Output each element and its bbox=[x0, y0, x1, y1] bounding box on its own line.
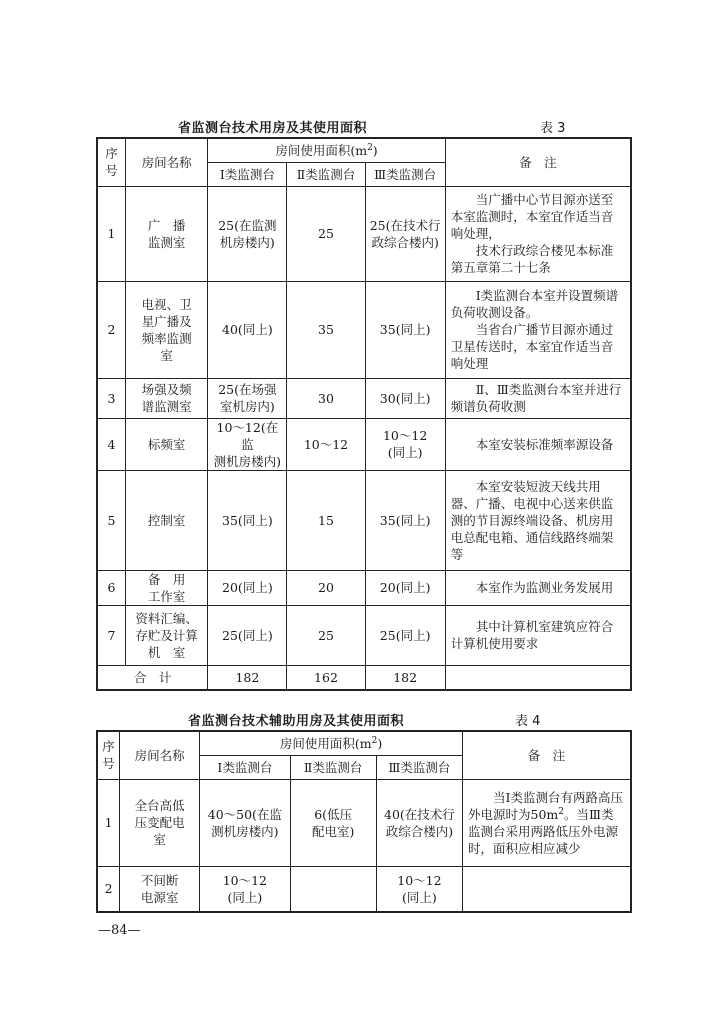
row-class3: 25(在技术行 政综合楼内) bbox=[365, 186, 445, 281]
row-no: 2 bbox=[97, 281, 125, 378]
table-row bbox=[97, 779, 631, 866]
row-class3: 40(在技术行 政综合楼内) bbox=[376, 779, 462, 866]
row-class2: 30 bbox=[287, 378, 365, 418]
row-class3: 10～12 (同上) bbox=[376, 866, 462, 912]
header-class3: Ⅲ类监测台 bbox=[365, 162, 445, 186]
row-class3: 20(同上) bbox=[365, 570, 445, 605]
header-class1: Ⅰ类监测台 bbox=[200, 755, 290, 779]
row-remark bbox=[463, 866, 631, 912]
table4-title: 省监测台技术辅助用房及其使用面积 bbox=[188, 714, 405, 729]
row-class3: 30(同上) bbox=[365, 378, 445, 418]
table-row bbox=[97, 470, 631, 570]
table4-number: 表 4 bbox=[515, 714, 541, 729]
row-class2 bbox=[290, 866, 376, 912]
row-name: 广 播 监测室 bbox=[125, 186, 207, 281]
table4 bbox=[96, 730, 632, 913]
header-seq: 序号 bbox=[97, 731, 120, 779]
table-row bbox=[97, 418, 631, 470]
row-class3: 25(同上) bbox=[365, 605, 445, 665]
page-number: —84— bbox=[98, 923, 141, 938]
row-remark: 其中计算机室建筑应符合计算机使用要求 bbox=[445, 605, 631, 665]
row-no: 1 bbox=[97, 779, 120, 866]
row-no: 2 bbox=[97, 866, 120, 912]
row-no: 3 bbox=[97, 378, 125, 418]
row-class1: 25(在场强 室机房内) bbox=[208, 378, 287, 418]
header-area: 房间使用面积$(m^2)$ bbox=[200, 731, 463, 755]
total-row bbox=[97, 665, 631, 690]
row-remark: 本室安装标准频率源设备 bbox=[445, 418, 631, 470]
row-remark: 本室作为监测业务发展用 bbox=[445, 570, 631, 605]
total-label: 合 计 bbox=[97, 665, 208, 690]
table-row bbox=[97, 570, 631, 605]
row-class2: 15 bbox=[287, 470, 365, 570]
row-remark: Ⅰ类监测台本室并设置频谱负荷收测设备。 当省台广播节目源亦通过卫星传送时，本室宜作适当音响处理 bbox=[445, 281, 631, 378]
header-class1: Ⅰ类监测台 bbox=[208, 162, 287, 186]
row-name: 控制室 bbox=[125, 470, 207, 570]
row-class3: 10～12 (同上) bbox=[365, 418, 445, 470]
row-class2: 25 bbox=[287, 605, 365, 665]
row-class2: 25 bbox=[287, 186, 365, 281]
row-class1: 20(同上) bbox=[208, 570, 287, 605]
row-class1: 25(同上) bbox=[208, 605, 287, 665]
row-class1: 40～50(在监 测机房楼内) bbox=[200, 779, 290, 866]
table-row bbox=[97, 378, 631, 418]
header-class3: Ⅲ类监测台 bbox=[376, 755, 462, 779]
row-name: 标频室 bbox=[125, 418, 207, 470]
header-class2: Ⅱ类监测台 bbox=[287, 162, 365, 186]
row-name: 全台高低 压变配电 室 bbox=[120, 779, 200, 866]
row-class1: 25(在监测 机房楼内) bbox=[208, 186, 287, 281]
row-remark: Ⅱ、Ⅲ类监测台本室并进行频谱负荷收测 bbox=[445, 378, 631, 418]
row-class3: 35(同上) bbox=[365, 470, 445, 570]
header-seq: 序号 bbox=[97, 138, 125, 186]
row-class2: 35 bbox=[287, 281, 365, 378]
row-name: 资料汇编、 存贮及计算 机 室 bbox=[125, 605, 207, 665]
total-class1: 182 bbox=[208, 665, 287, 690]
header-room: 房间名称 bbox=[120, 731, 200, 779]
total-class2: 162 bbox=[287, 665, 365, 690]
row-name: 备 用 工作室 bbox=[125, 570, 207, 605]
total-remark bbox=[445, 665, 631, 690]
row-no: 7 bbox=[97, 605, 125, 665]
row-class1: 35(同上) bbox=[208, 470, 287, 570]
header-area: 房间使用面积$(m^2)$ bbox=[208, 138, 445, 162]
row-class3: 35(同上) bbox=[365, 281, 445, 378]
row-class2: 6(低压 配电室) bbox=[290, 779, 376, 866]
row-class2: 10～12 bbox=[287, 418, 365, 470]
row-remark: 当Ⅰ类监测台有两路高压外电源时为$50m^2$。当Ⅲ类监测台采用两路低压外电源时，面积应相应减少 bbox=[463, 779, 631, 866]
table-row bbox=[97, 281, 631, 378]
header-class2: Ⅱ类监测台 bbox=[290, 755, 376, 779]
table-row bbox=[97, 866, 631, 912]
header-room: 房间名称 bbox=[125, 138, 207, 186]
row-name: 电视、卫 星广播及 频率监测 室 bbox=[125, 281, 207, 378]
total-class3: 182 bbox=[365, 665, 445, 690]
table-row bbox=[97, 186, 631, 281]
table-row bbox=[97, 605, 631, 665]
header-remark: 备 注 bbox=[463, 731, 631, 779]
table3-number: 表 3 bbox=[540, 121, 566, 136]
row-name: 不间断 电源室 bbox=[120, 866, 200, 912]
row-class1: 40(同上) bbox=[208, 281, 287, 378]
row-class2: 20 bbox=[287, 570, 365, 605]
row-class1: 10～12(在监 测机房楼内) bbox=[208, 418, 287, 470]
row-no: 6 bbox=[97, 570, 125, 605]
row-remark: 当广播中心节目源亦送至本室监测时，本室宜作适当音响处理， 技术行政综合楼见本标准第五章第二十七条 bbox=[445, 186, 631, 281]
table3 bbox=[96, 137, 632, 691]
row-class1: 10～12 (同上) bbox=[200, 866, 290, 912]
row-no: 5 bbox=[97, 470, 125, 570]
row-name: 场强及频 谱监测室 bbox=[125, 378, 207, 418]
row-no: 4 bbox=[97, 418, 125, 470]
row-remark: 本室安装短波天线共用器、广播、电视中心送来供监测的节目源终端设备、机房用电总配电箱、通信线路终端架等 bbox=[445, 470, 631, 570]
table3-title: 省监测台技术用房及其使用面积 bbox=[178, 121, 368, 136]
header-remark: 备 注 bbox=[445, 138, 631, 186]
row-no: 1 bbox=[97, 186, 125, 281]
